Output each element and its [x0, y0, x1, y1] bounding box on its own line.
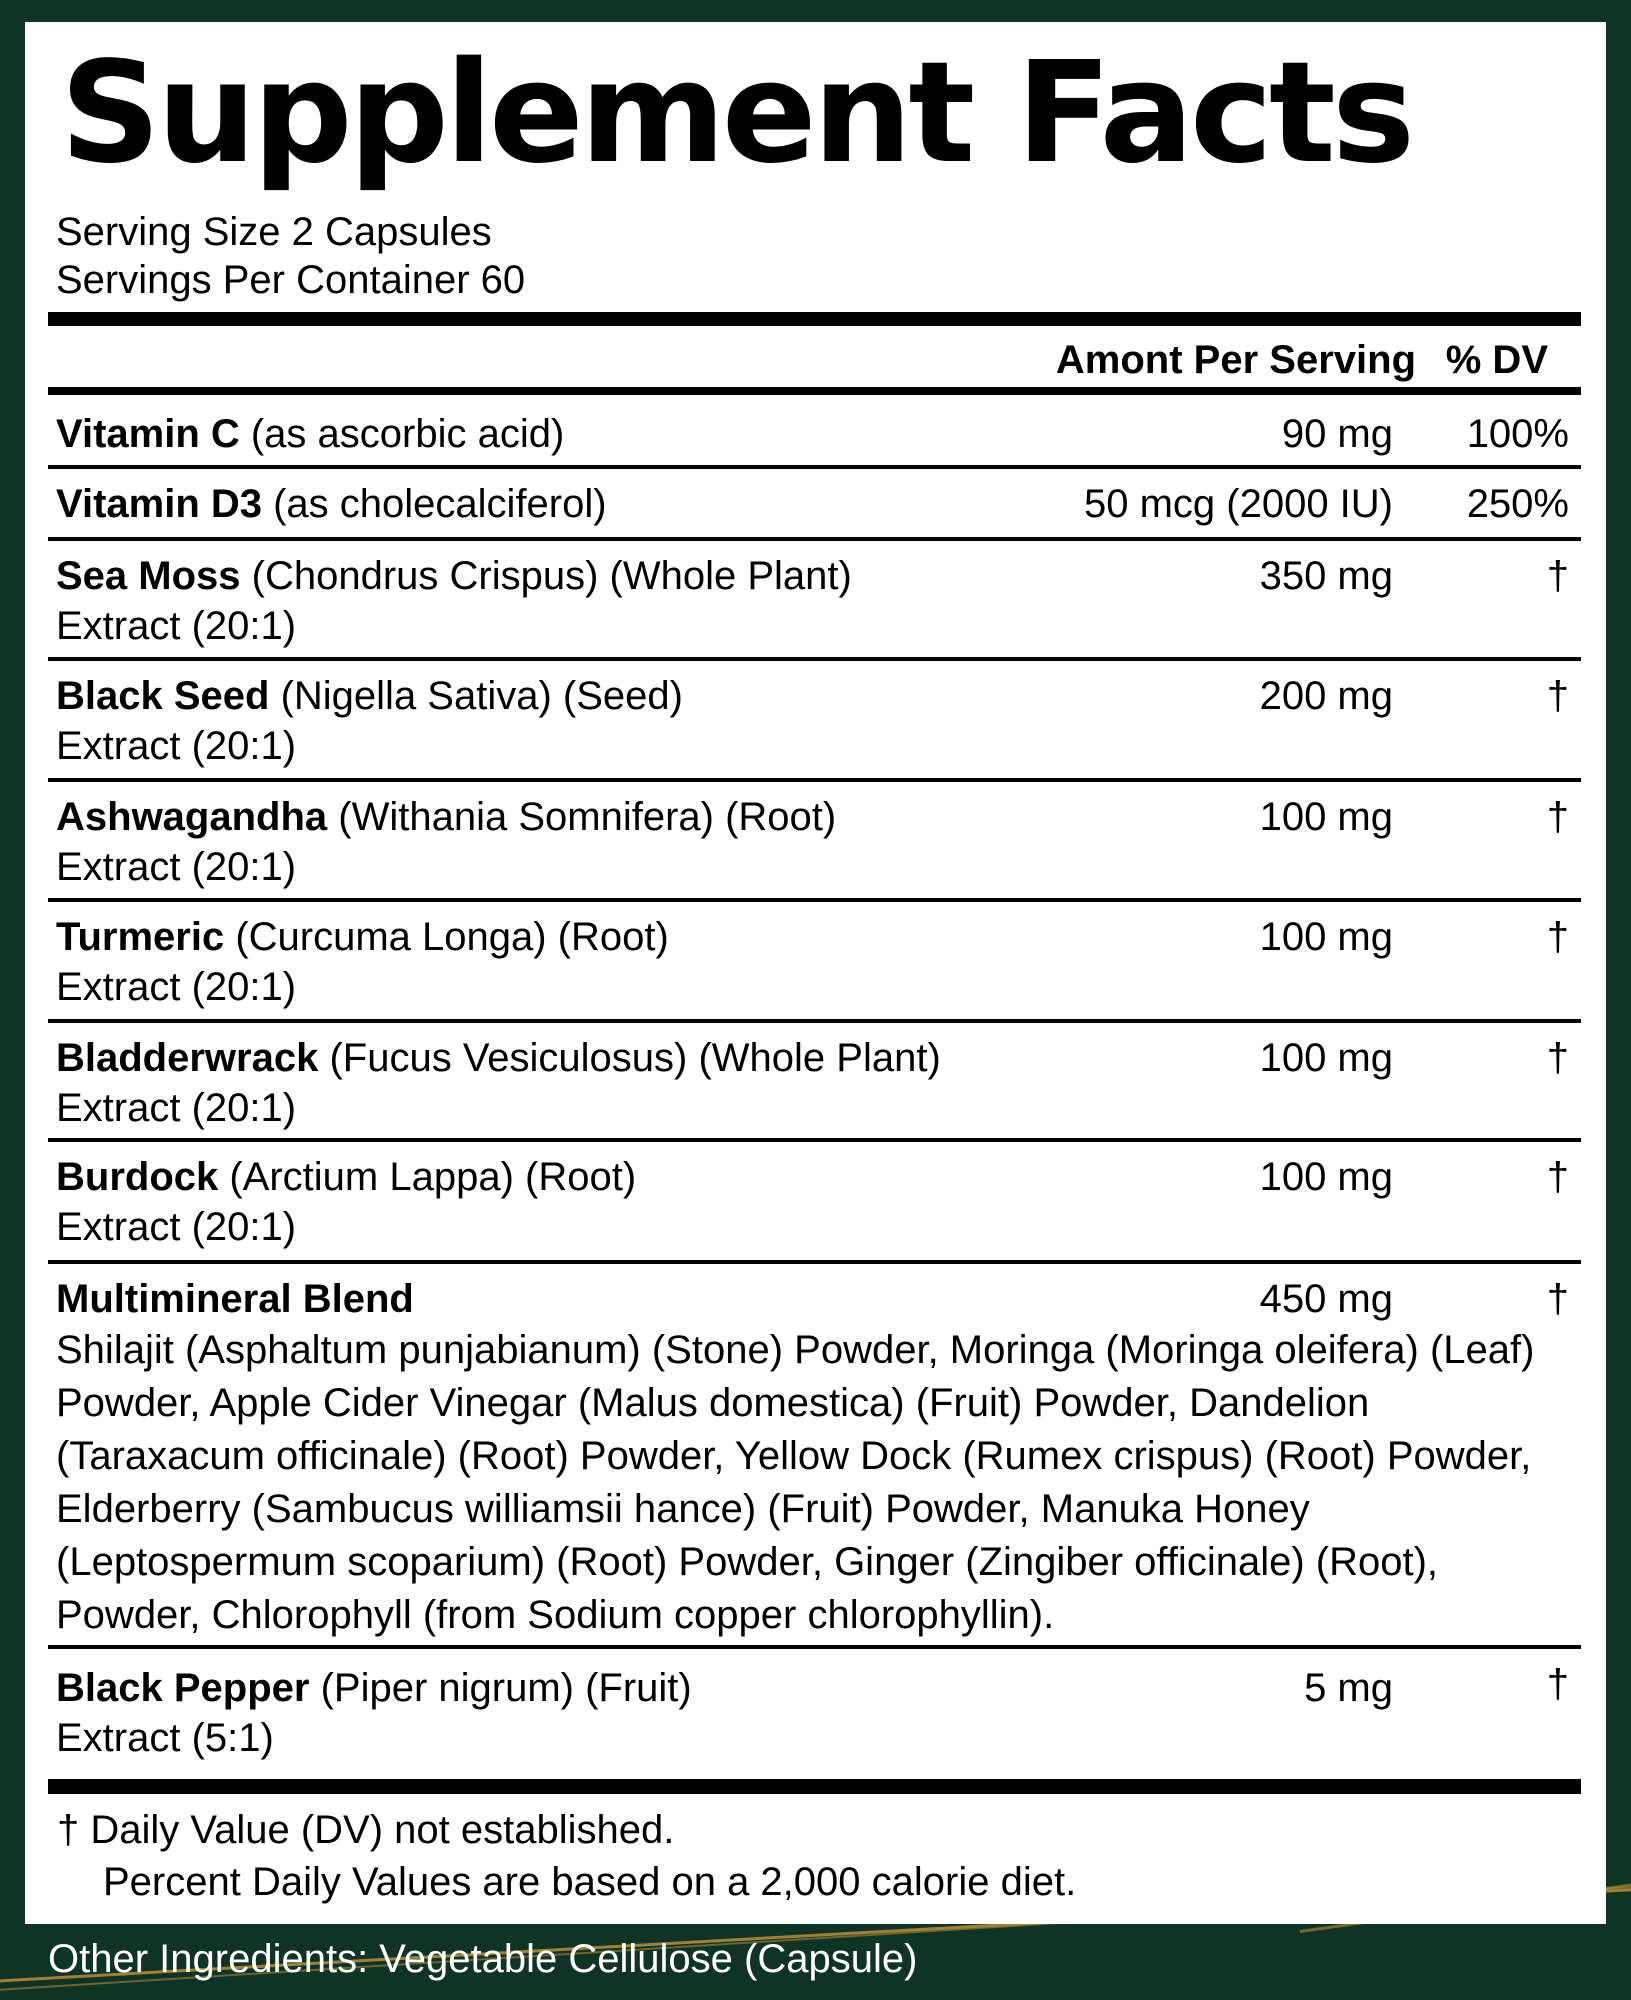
table-row: [48, 902, 1581, 1023]
ingredient-dv: †: [1546, 1036, 1569, 1080]
ingredient-dv: †: [1546, 1155, 1569, 1199]
blend-amount: 450 mg: [1259, 1277, 1393, 1321]
blend-ingredients: Shilajit (Asphaltum punjabianum) (Stone) Powder, Moringa (Moringa oleifera) (Leaf) Powder, Apple Cider Vinegar (Malus domestica) (Fruit) Powder, Dandelion (Taraxacum officinale) (Root) Powder, Yellow Dock (Rumex crispus) (Root) Powder, Elderberry (Sambucus williamsii hance) (Fruit) Powder, Manuka Honey (Leptospermum scoparium) (Root) Powder, Ginger (Zingiber officinale) (Root), Powder, Chlorophyll (from Sodium copper chlorophyllin).: [56, 1328, 1535, 1637]
ingredient-amount: 100 mg: [1259, 795, 1393, 839]
ingredient-detail: (Chondrus Crispus) (Whole Plant): [240, 554, 852, 598]
ingredient-amount: 200 mg: [1259, 674, 1393, 718]
ingredient-amount: 100 mg: [1259, 1036, 1393, 1080]
blend-dv: †: [1546, 1277, 1569, 1321]
ingredient-name: Vitamin D3: [56, 482, 262, 526]
header-dv: % DV: [1445, 338, 1548, 382]
serving-size: Serving Size 2 Capsules: [56, 210, 492, 254]
ingredient-detail: (as cholecalciferol): [262, 482, 607, 526]
other-ingredients: Other Ingredients: Vegetable Cellulose (Capsule): [48, 1937, 918, 1981]
ingredient-name: Ashwagandha: [56, 795, 328, 839]
ingredient-name: Bladderwrack: [56, 1036, 319, 1080]
table-row: [48, 782, 1581, 902]
ingredient-extract: Extract (20:1): [56, 965, 297, 1009]
table-row: [48, 1023, 1581, 1142]
table-row: [48, 1649, 1581, 1759]
ingredient-name: Sea Moss: [56, 554, 241, 598]
ingredient-dv: †: [1546, 1662, 1569, 1706]
ingredient-detail: (Arctium Lappa) (Root): [218, 1155, 637, 1199]
ingredient-dv: †: [1546, 915, 1569, 959]
ingredient-extract: Extract (20:1): [56, 845, 297, 889]
table-row: [48, 1142, 1581, 1264]
ingredient-name: Black Pepper: [56, 1666, 310, 1710]
ingredient-extract: Extract (20:1): [56, 724, 297, 768]
table-row: [48, 397, 1581, 469]
footnote-dv: † Daily Value (DV) not established.: [57, 1808, 675, 1852]
ingredient-amount: 90 mg: [1281, 412, 1393, 456]
divider-thick: [48, 1779, 1581, 1794]
ingredient-dv: 100%: [1466, 412, 1569, 456]
page-title: Supplement Facts: [60, 32, 1412, 195]
ingredient-amount: 100 mg: [1259, 915, 1393, 959]
table-row: [48, 541, 1581, 661]
ingredient-dv: †: [1546, 795, 1569, 839]
ingredient-dv: 250%: [1466, 482, 1569, 526]
blend-row: [48, 1264, 1581, 1649]
ingredient-extract: Extract (5:1): [56, 1716, 274, 1760]
ingredient-amount: 100 mg: [1259, 1155, 1393, 1199]
ingredient-detail: (Curcuma Longa) (Root): [224, 915, 669, 959]
ingredient-dv: †: [1546, 554, 1569, 598]
ingredient-detail: (as ascorbic acid): [239, 412, 565, 456]
ingredient-detail: (Piper nigrum) (Fruit): [309, 1666, 692, 1710]
table-row: [48, 469, 1581, 541]
divider-medium: [48, 387, 1581, 395]
ingredient-amount: 350 mg: [1259, 554, 1393, 598]
divider-thick: [48, 312, 1581, 326]
ingredient-extract: Extract (20:1): [56, 604, 297, 648]
servings-per-container: Servings Per Container 60: [56, 258, 526, 302]
ingredient-detail: (Withania Somnifera) (Root): [327, 795, 837, 839]
ingredient-extract: Extract (20:1): [56, 1086, 297, 1130]
ingredient-detail: (Nigella Sativa) (Seed): [269, 674, 683, 718]
ingredient-name: Burdock: [56, 1155, 219, 1199]
table-row: [48, 661, 1581, 782]
ingredient-name: Vitamin C: [56, 412, 240, 456]
ingredient-detail: (Fucus Vesiculosus) (Whole Plant): [318, 1036, 941, 1080]
ingredient-dv: †: [1546, 674, 1569, 718]
header-amount: Amont Per Serving: [1055, 338, 1416, 382]
ingredient-extract: Extract (20:1): [56, 1205, 297, 1249]
footnote-calorie: Percent Daily Values are based on a 2,000 calorie diet.: [103, 1860, 1077, 1904]
ingredient-name: Turmeric: [56, 915, 225, 959]
ingredient-name: Black Seed: [56, 674, 270, 718]
ingredient-amount: 5 mg: [1304, 1666, 1393, 1710]
blend-name: Multimineral Blend: [56, 1277, 414, 1321]
serving-info: [56, 208, 525, 304]
supplement-facts-panel: [25, 22, 1606, 1924]
ingredient-amount: 50 mcg (2000 IU): [1083, 482, 1393, 526]
